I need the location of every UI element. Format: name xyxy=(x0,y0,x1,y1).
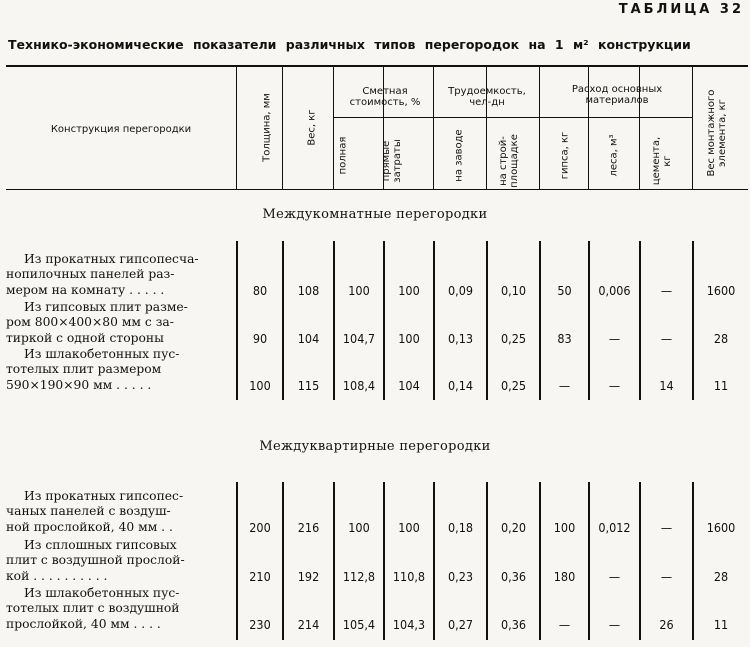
row-description xyxy=(6,538,228,584)
header-group-underline xyxy=(333,117,433,118)
body-column-divider xyxy=(236,241,238,400)
table-caption: Технико-экономические показатели различных типов перегородок на 1 м² конструкции xyxy=(8,37,691,52)
cell-cost-direct: 104,3 xyxy=(392,617,426,632)
body-column-divider xyxy=(282,241,284,400)
cell-thickness: 100 xyxy=(249,378,271,393)
cell-gypsum: 180 xyxy=(553,569,576,584)
header-cement: цемента, кг xyxy=(651,136,673,186)
row-description-line: чаных панелей с воздуш- xyxy=(6,504,171,519)
row-description-line: Из сплошных гипсовых xyxy=(24,538,177,552)
row-description-line: Из прокатных гипсопес- xyxy=(24,489,184,503)
cell-element-weight: 11 xyxy=(713,378,729,393)
cell-cost-full: 112,8 xyxy=(342,569,376,584)
cell-thickness: 200 xyxy=(249,520,271,535)
cell-weight: 108 xyxy=(297,283,320,298)
row-description-line: прослойкой, 40 мм . . . . xyxy=(6,616,161,631)
cell-cost-full: 104,7 xyxy=(342,331,376,346)
cell-timber: — xyxy=(608,569,621,584)
cell-element-weight: 28 xyxy=(713,569,729,584)
row-description-line: тотелых плит размером xyxy=(6,362,162,377)
header-column-divider xyxy=(282,66,283,190)
body-column-divider xyxy=(383,241,385,400)
header-thickness: Толщина, мм xyxy=(261,93,273,162)
row-description xyxy=(6,300,228,346)
header-element-weight: Вес монтажного элемента, кг xyxy=(706,89,728,177)
header-cost-direct: прямые затраты xyxy=(381,139,403,183)
row-description-line: мером на комнату . . . . . xyxy=(6,282,165,297)
row-description-line: Из прокатных гипсопесча- xyxy=(24,252,199,266)
cell-labor-factory: 0,23 xyxy=(447,569,474,584)
cell-cost-full: 105,4 xyxy=(342,617,376,632)
body-column-divider xyxy=(433,241,435,400)
body-column-divider xyxy=(639,241,641,400)
body-column-divider xyxy=(539,241,541,400)
cell-gypsum: 50 xyxy=(557,283,572,298)
cell-labor-factory: 0,14 xyxy=(447,378,474,393)
cell-gypsum: 83 xyxy=(557,331,572,346)
table-label: ТАБЛИЦА 32 xyxy=(618,2,744,17)
cell-cost-direct: 100 xyxy=(398,520,420,535)
header-column-divider xyxy=(692,66,693,190)
cell-gypsum: — xyxy=(558,617,571,632)
row-description-line: 590×190×90 мм . . . . . xyxy=(6,377,152,392)
cell-thickness: 210 xyxy=(249,569,271,584)
row-description xyxy=(6,252,228,298)
cell-thickness: 230 xyxy=(249,617,271,632)
cell-thickness: 80 xyxy=(252,283,268,298)
body-column-divider xyxy=(486,241,488,400)
row-description-line: нопилочных панелей раз- xyxy=(6,267,175,282)
row-description xyxy=(6,489,228,535)
cell-cost-direct: 100 xyxy=(398,283,420,298)
row-description-line: плит с воздушной прослой- xyxy=(6,553,185,568)
cell-weight: 115 xyxy=(297,378,320,393)
cell-cement: 26 xyxy=(659,617,674,632)
cell-weight: 216 xyxy=(297,520,320,535)
cell-element-weight: 1600 xyxy=(706,520,736,535)
row-description-line: тиркой с одной стороны xyxy=(6,330,164,345)
row-description-line: ной прослойкой, 40 мм . . xyxy=(6,519,173,534)
header-construction: Конструкция перегородки xyxy=(50,124,192,135)
cell-cost-full: 100 xyxy=(348,520,370,535)
header-labor-site: на строй-площадке xyxy=(498,134,520,188)
header-labor-factory: на заводе xyxy=(453,129,465,182)
header-weight: Вес, кг xyxy=(306,109,318,146)
top-rule xyxy=(6,65,748,67)
cell-labor-factory: 0,27 xyxy=(447,617,474,632)
cell-labor-site: 0,25 xyxy=(500,378,527,393)
cell-element-weight: 1600 xyxy=(706,283,736,298)
cell-labor-site: 0,25 xyxy=(500,331,527,346)
body-column-divider xyxy=(692,241,694,400)
cell-gypsum: 100 xyxy=(553,520,576,535)
section-title-interroom: Междукомнатные перегородки xyxy=(262,207,488,222)
cell-cement: 14 xyxy=(659,378,674,393)
cell-cement: — xyxy=(660,283,673,298)
header-column-divider xyxy=(486,66,487,190)
header-labor-group: Трудоемкость, чел-дн xyxy=(448,86,526,108)
cell-thickness: 90 xyxy=(252,331,268,346)
row-description-line: тотелых плит с воздушной xyxy=(6,601,180,616)
header-column-divider xyxy=(433,66,434,190)
body-column-divider xyxy=(333,241,335,400)
row-description-line: Из гипсовых плит разме- xyxy=(24,300,188,314)
cell-cost-full: 100 xyxy=(348,283,370,298)
cell-labor-site: 0,36 xyxy=(500,569,527,584)
cell-element-weight: 11 xyxy=(713,617,729,632)
cell-cost-direct: 104 xyxy=(398,378,420,393)
section-title-interapartment: Междуквартирные перегородки xyxy=(259,439,491,454)
cell-labor-site: 0,36 xyxy=(500,617,527,632)
cell-timber: — xyxy=(608,378,621,393)
row-description xyxy=(6,347,228,393)
cell-element-weight: 28 xyxy=(713,331,729,346)
cell-gypsum: — xyxy=(558,378,571,393)
header-bottom-rule xyxy=(6,189,748,190)
cell-cement: — xyxy=(660,569,673,584)
cell-labor-factory: 0,18 xyxy=(447,520,474,535)
header-column-divider xyxy=(333,66,334,190)
cell-cost-direct: 100 xyxy=(398,331,420,346)
cell-cost-direct: 110,8 xyxy=(392,569,426,584)
row-description-line: кой . . . . . . . . . . xyxy=(6,568,108,583)
header-gypsum: гипса, кг xyxy=(559,131,571,180)
cell-cement: — xyxy=(660,520,673,535)
cell-cement: — xyxy=(660,331,673,346)
cell-weight: 214 xyxy=(297,617,320,632)
header-column-divider xyxy=(236,66,237,190)
cell-timber: 0,012 xyxy=(598,520,631,535)
header-group-underline xyxy=(539,117,692,118)
row-description-line: Из шлакобетонных пус- xyxy=(24,586,180,600)
row-description xyxy=(6,586,228,632)
cell-labor-site: 0,20 xyxy=(500,520,527,535)
header-cost-full: полная xyxy=(337,136,349,175)
header-cost-group: Сметная стоимость, % xyxy=(349,86,421,108)
header-group-underline xyxy=(433,117,539,118)
cell-labor-site: 0,10 xyxy=(500,283,527,298)
row-description-line: ром 800×400×80 мм с за- xyxy=(6,315,174,330)
cell-labor-factory: 0,13 xyxy=(447,331,474,346)
body-column-divider xyxy=(588,241,590,400)
row-description-line: Из шлакобетонных пус- xyxy=(24,347,180,361)
cell-cost-full: 108,4 xyxy=(342,378,376,393)
cell-weight: 104 xyxy=(297,331,320,346)
header-timber: леса, м³ xyxy=(608,134,620,177)
header-column-divider xyxy=(539,66,540,190)
cell-labor-factory: 0,09 xyxy=(447,283,474,298)
cell-timber: — xyxy=(608,331,621,346)
header-materials-group: Расход основных материалов xyxy=(571,84,663,106)
cell-timber: — xyxy=(608,617,621,632)
cell-weight: 192 xyxy=(297,569,320,584)
cell-timber: 0,006 xyxy=(598,283,631,298)
